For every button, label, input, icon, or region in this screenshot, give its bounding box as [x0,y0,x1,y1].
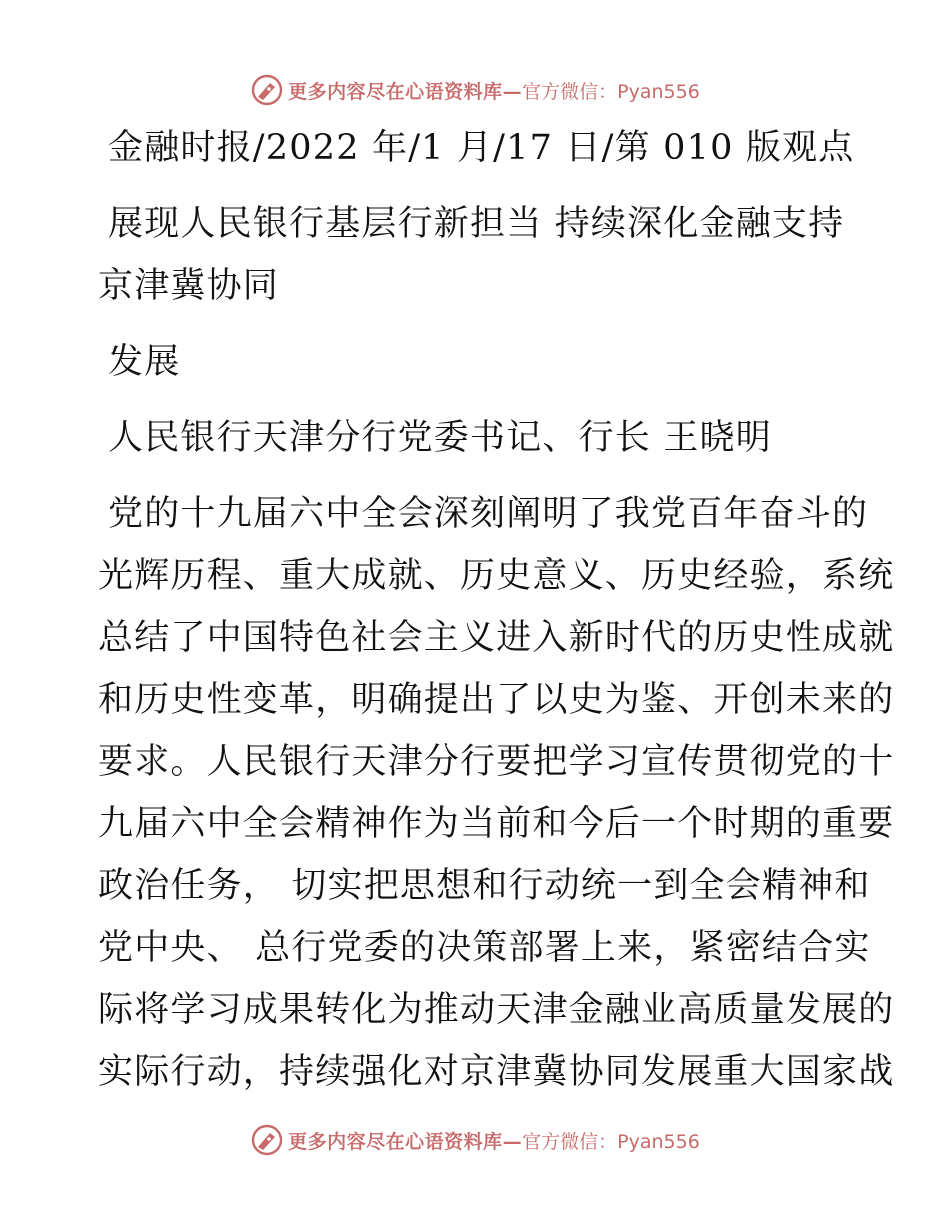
body-line: 光辉历程、重大成就、历史意义、历史经验，系统 [98,556,895,596]
banner-site-text: 更多内容尽在心语资料库— [288,1130,523,1153]
body-line: 要求。人民银行天津分行要把学习宣传贯彻党的十 [98,742,895,782]
article-title-line: 京津冀协同 [98,266,280,306]
article [98,117,895,1103]
body-line: 党的十九届六中全会深刻阐明了我党百年奋斗的 [108,494,869,534]
body-line: 和历史性变革，明确提出了以史为鉴、开创未来的 [98,680,895,720]
banner-wechat-text: 官方微信：Pyan556 [522,80,700,103]
body-line: 党中央、 总行党委的决策部署上来，紧密结合实 [98,928,871,968]
article-title-line: 发展 [108,342,181,382]
body-line: 际将学习成果转化为推动天津金融业高质量发展的 [98,990,895,1030]
body-line: 总结了中国特色社会主义进入新时代的历史性成就 [98,618,895,658]
article-title-line: 展现人民银行基层行新担当 持续深化金融支持 [108,204,845,244]
author-line: 人民银行天津分行党委书记、行长 王晓明 [108,418,772,458]
body-line: 九届六中全会精神作为当前和今后一个时期的重要 [98,804,895,844]
header-watermark-banner [0,70,950,110]
banner-site-text: 更多内容尽在心语资料库— [288,80,523,103]
pen-nib-logo-icon [250,1123,284,1157]
dateline: 金融时报/2022 年/1 月/17 日/第 010 版观点 [108,128,855,168]
banner-wechat-text: 官方微信：Pyan556 [522,1130,700,1153]
body-line: 政治任务， 切实把思想和行动统一到全会精神和 [98,866,871,906]
pen-nib-logo-icon [250,73,284,107]
footer-watermark-banner [0,1120,950,1160]
body-line: 实际行动，持续强化对京津冀协同发展重大国家战 [98,1052,895,1092]
